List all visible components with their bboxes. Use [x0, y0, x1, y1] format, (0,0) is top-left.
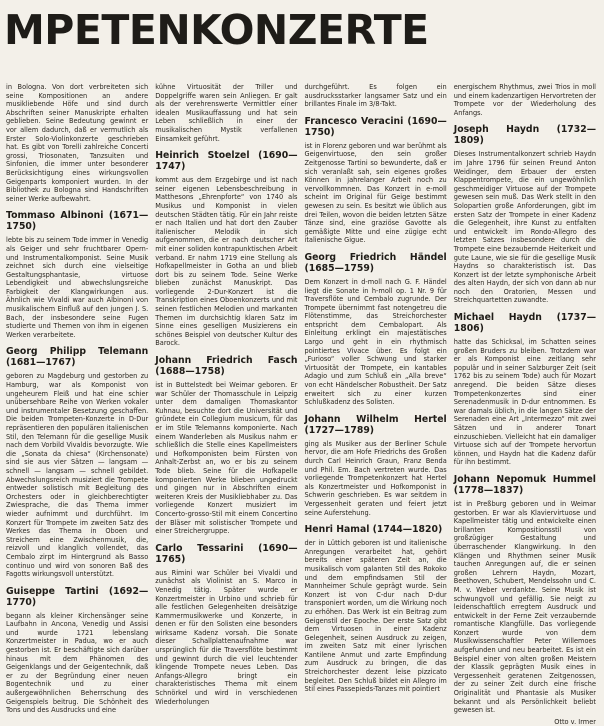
page-headline: MPETENKONZERTE [4, 6, 429, 54]
composer-heading: Francesco Veracini (1690—1750) [304, 115, 447, 138]
composer-heading: Johann Friedrich Fasch (1688—1758) [155, 355, 298, 378]
composer-heading: Carlo Tessarini (1690—1765) [155, 542, 298, 565]
column-3 [304, 83, 447, 694]
body-paragraph: ist in Preßburg geboren und in Weimar gestorben. Er war als Klaviervirtuose und Kapellmeister tätig und entwickelte einen brillanten Kompositionsstil von großzügiger Gestaltung und überraschender Klangwirkung. In den Klängen und Rhythmen seiner Musik tauchen Anregungen auf, die er seinen großen Lehrern Haydn, Mozart, Beethoven, Schubert, Mendelssohn und C. M. v. Weber verdankte. Seine Musik ist schwungvoll und gefällig. Sie neigt zu leidenschaftlich erregtem Ausdruck und entwickelt in der Ferne Zeit verzaubernde romantische Klangfülle. Das vorliegende Konzert wurde von dem Musikwissenschaftler Peter Willemoes aufgefunden und neu bearbeitet. Es ist ein Beispiel einer von alten großen Meistern der Klassik geprägten Musik eines in Vergessenheit geratenen Zeitgenossen, der zu seiner Zeit durch eine frische Originalität und Phantasie als Musiker bekannt und als Persönlichkeit beliebt gewesen ist. [453, 499, 596, 715]
column-2 [155, 83, 298, 706]
body-paragraph: durchgeführt. Es folgen ein ausdrucksstarker langsamer Satz und ein brillantes Finale im 3/8-Takt. [304, 83, 447, 109]
body-paragraph: begann als kleiner Kirchensänger seine Laufbahn in Ancona, Venedig und Assisi und wurde 1721 lebenslang Konzertmeister in Padua, wo er auch gestorben ist. Er beschäftigte sich darüber hinaus mit dem Phänomen des Geigenklangs und der Geigentechnik, daß er zu der Begründung einer neuen Bogentechnik und zu einer außergewöhnlichen Beherrschung des Geigenspiels beitrug. Die Schönheit des Tons und des Ausdrucks und eine [6, 611, 149, 715]
composer-heading: Michael Haydn (1737—1806) [453, 312, 596, 335]
body-paragraph: geboren zu Magdeburg und gestorben zu Hamburg, war als Komponist von ungeheurem Fleiß und hat eine schier unübersehbare Reihe von Werken vokaler und instrumentaler Besetzung geschaffen. Die beiden Trompeten-Konzerte in D-Dur repräsentieren den populären italienischen Stil, den Telemann für die gesellige Musik nach dem Vorbild Vivaldis bevorzugte. Wie die „Sonata da chiesa“ (Kirchensonate) sind sie aus vier Sätzen — langsam — schnell — langsam — schnell gebildet. Abwechslungsreich musiziert die Trompete entweder solistisch mit Begleitung des Orchesters oder in gleichberechtigter Zwiesprache, die das Thema immer wieder aufnimmt und durchführt. Im Konzert für Trompete im zweiten Satz des Werkes das Thema in Oboen und Streichern eine Zwischenmusik, die, reizvoll und klanglich vollendet, das Cembalo zirpt im Hintergrund als Basso continuo und wird von sonoren Baß des Fagotts wirkungsvoll unterstützt. [6, 372, 149, 579]
body-paragraph: energischem Rhythmus, zwei Trios in moll und einem kadenzartigen Hervortreten der Trompete vor der Wiederholung des Anfangs. [453, 83, 596, 117]
column-1 [6, 83, 149, 715]
body-paragraph: aus Rimini war Schüler bei Vivaldi und zunächst als Violinist an S. Marco in Venedig tätig. Später wurde er Konzertmeister in Urbino und schrieb für alle festlichen Gelegenheiten dreisätzige Kammermusikwerke und Konzerte, in denen er für den Solisten eine besonders wirksame Kadenz vorsah. Die Sonate dieser Schallplattenaufnahme war ursprünglich für die Traversflöte bestimmt und gewinnt durch die viel leuchtender klingende Trompete neues Leben. Das Anfangs-Allegro bringt ein charakteristisches Thema mit einem Schnörkel und wird in verschiedenen Wiederholungen [155, 568, 298, 706]
body-paragraph: der in Lüttich geboren ist und italienische Anregungen verarbeitet hat, gehört bereits einer späteren Zeit an, die musikalisch vom galanten Stil des Rokoko und dem empfindsamen Stil der Mannheimer Schule geprägt wurde. Sein Konzert ist von C-dur nach D-dur transponiert worden, um die Wirkung noch zu erhöhen. Das Werk ist ein Beitrag zum Geigenstil der Epoche. Der erste Satz gibt dem Virtuosen in einer Kadenz Gelegenheit, seinen Ausdruck zu zeigen, im zweiten Satz mit einer lyrischen Kantilene Anmut und zarte Empfindung zum Ausdruck zu bringen, die das Streichorchester dezent leise pizzicato begleitet. Den Schluß bildet ein Allegro im Stil eines Passepieds-Tanzes mit pointiert [304, 539, 447, 694]
composer-heading: Johann Nepomuk Hummel (1778—1837) [453, 473, 596, 496]
composer-heading: Joseph Haydn (1732—1809) [453, 124, 596, 147]
body-paragraph: Dem Konzert in d-moll nach G. F. Händel liegt die Sonate in h-moll op. 1 Nr. 9 für Traversflöte und Cembalo zugrunde. Der Trompete übernimmt fast notengetreu die Flötenstimme, das Streichorchester entspricht dem Cembalopart. Als Einleitung erklingt ein majestätisches Largo und geht in ein rhythmisch pointiertes Vivace über. Es folgt ein „Furioso“ voller Schwung und starker Virtuosität der Trompete, ein kantables Adagio und zum Schluß ein „Alla breve“ von echt Händelscher Robustheit. Der Satz erweitert sich zu einer kurzen Schlußkadenz des Solisten. [304, 277, 447, 407]
body-paragraph: kommt aus dem Erzgebirge und ist nach seiner eigenen Lebensbeschreibung in Matthesons „Ehrenpforte“ von 1740 als Musikus und Komponist in vielen deutschen Städten tätig. Für ein Jahr reiste er nach Italien und hat dort den Zauber italienischer Melodik in sich aufgenommen, die er nach deutscher Art mit einer soliden kontrapunktischen Arbeit verband. Er nahm 1719 eine Stellung als Hofkapellmeister in Gotha an und blieb dort bis zu seinem Tode. Seine Werke blieben zunächst Manuskript. Das vorliegende 2-Dur-Konzert ist die Transkription eines Oboenkonzerts und mit seinen festlichen Melodien und markanten Themen im durchsichtig klaren Satz im Sinne eines geselligen Musizierens ein schönes Beispiel von deutscher Kultur des Barock. [155, 176, 298, 348]
body-paragraph: kühne Virtuosität der Triller und Doppelgriffe waren sein Anliegen. Er galt als der verehrenswerte Vermittler einer idealen Musikauffassung und hat sein Leben schließlich in einer der musikalischen Mystik verfallenen Einsamkeit geführt. [155, 83, 298, 143]
author-signature: Otto v. Irmer [554, 717, 596, 726]
body-paragraph: in Bologna. Von dort verbreiteten sich seine Kompositionen an andere musikliebende Höfe und sind durch Abschriften seiner Manuskripte erhalten geblieben. Seine Bedeutung gewinnt er vor allem dadurch, daß er vermutlich als Erster Solo-Violinkonzerte geschrieben hat. Es gibt von Torelli zahlreiche Concerti grossi, Triosonaten, Tanzsuiten und Sinfonien, die immer unter besonderer Berücksichtigung eines wirkungsvollen Geigenparts komponiert wurden. In der Bibliothek zu Bologna sind Handschriften seiner Werke aufbewahrt. [6, 83, 149, 203]
body-paragraph: ist in Florenz geboren und war berühmt als Geigenvirtuose, den sein großer Zeitgenosse Tartini so bewunderte, daß er sich veranlaßt sah, sein eigenes großes Können in jahrelanger Arbeit noch zu vervollkommnen. Das Konzert in e-moll scheint im Original für Geige bestimmt gewesen zu sein. Es besitzt wie üblich aus drei Teilen, wovon die beiden letzten Sätze Tänze sind, eine graziöse Gavotte als gemäßigte Mitte und eine zügige echt italienische Gigue. [304, 141, 447, 245]
composer-heading: Johann Wilhelm Hertel (1727—1789) [304, 413, 447, 436]
text-columns [6, 83, 596, 726]
composer-heading: Georg Philipp Telemann (1681—1767) [6, 346, 149, 369]
column-4 [453, 83, 596, 726]
body-paragraph: Dieses Instrumentalkonzert schrieb Haydn im Jahre 1796 für seinen Freund Anton Weidinger, dem Erbauer der ersten Klappentrompete, die ein ungewöhnlich geschmeidiger Virtuose auf der Trompete gewesen sein muß. Das Werk stellt in den Solopartien große Anforderungen, gibt im ersten Satz der Trompete in einer Kadenz die Gelegenheit, ihre Kunst zu entfalten und entwickelt im Rondo-Allegro des letzten Satzes insbesondere durch die Trompete eine bezaubernde Heiterkeit und gute Laune, wie sie für die gesellige Musik Haydns so charakteristisch ist. Das Konzert ist der letzte symphonische Arbeit des alten Haydn, der sich von dann ab nur noch den Oratorien, Messen und Streichquartetten zuwandte. [453, 150, 596, 305]
composer-heading: Heinrich Stoelzel (1690—1747) [155, 150, 298, 173]
composer-heading: Guiseppe Tartini (1692—1770) [6, 585, 149, 608]
body-paragraph: ging als Musiker aus der Berliner Schule hervor, die am Hofe Friedrichs des Großen durch Carl Heinrich Graun, Franz Benda und Phil. Em. Bach vertreten wurde. Das vorliegende Trompetenkonzert hat Hertel als Konzertmeister und Hofkomponist in Schwerin geschrieben. Es war seitdem in Vergessenheit geraten und feiert jetzt seine Auferstehung. [304, 439, 447, 517]
body-paragraph: ist in Buttelstedt bei Weimar geboren. Er war Schüler der Thomasschule in Leipzig unter dem damaligen Thomaskantor Kuhnau, besuchte dort die Universität und gründete ein Collegium musicum, für das er im Stile Telemanns komponierte. Nach einem Wanderleben als Musikus nahm er schließlich die Stelle eines Kapellmeisters und Hofkomponisten beim Fürsten von Anhalt-Zerbst an, wo er bis zu seinem Tode blieb. Seine für die Hofkapelle komponierten Werke blieben ungedruckt und gingen nur in Abschriften einem weiteren Kreis der Musikliebhaber zu. Das vorliegende Konzert musiziert im Concerto-grosso-Stil mit einem Concertino der Bläser mit solistischer Trompete und einer Streichergruppe. [155, 381, 298, 536]
composer-heading: Georg Friedrich Händel (1685—1759) [304, 251, 447, 274]
composer-heading: Henri Hamal (1744—1820) [304, 524, 443, 536]
body-paragraph: hatte das Schicksal, im Schatten seines großen Bruders zu bleiben. Trotzdem war er als Komponist eine zeitlang sehr populär und in seiner Salzburger Zeit (seit 1762 bis zu seinem Tode) auch für Mozart anregend. Die beiden Sätze dieses Trompetenkonzertes sind einer Serenadenmusik in D-dur entnommen. Es war damals üblich, in die langen Sätze der Serenaden eine Art „Intermezzo“ mit zwei Sätzen und in anderer Tonart einzuschieben. Vielleicht hat ein damaliger Virtuose sich auf der Trompete hervortun können, und Haydn hat die Kadenz dafür für ihn bestimmt. [453, 338, 596, 467]
body-paragraph: lebte bis zu seinem Tode immer in Venedig als Geiger und sehr fruchtbarer Opern- und Instrumentalkomponist. Seine Musik zeichnet sich durch eine vielseitige Gestaltungsphantasie, virtuose Lebendigkeit und abwechslungsreiche Farbigkeit der Klangwirkungen aus. Ähnlich wie Vivaldi war auch Albinoni von musikalischem Einfluß auf den jungen J. S. Bach, der insbesondere seine Fugen studierte und Themen von ihm in eigenen Werken verarbeitete. [6, 236, 149, 339]
composer-heading: Tommaso Albinoni (1671—1750) [6, 210, 149, 233]
